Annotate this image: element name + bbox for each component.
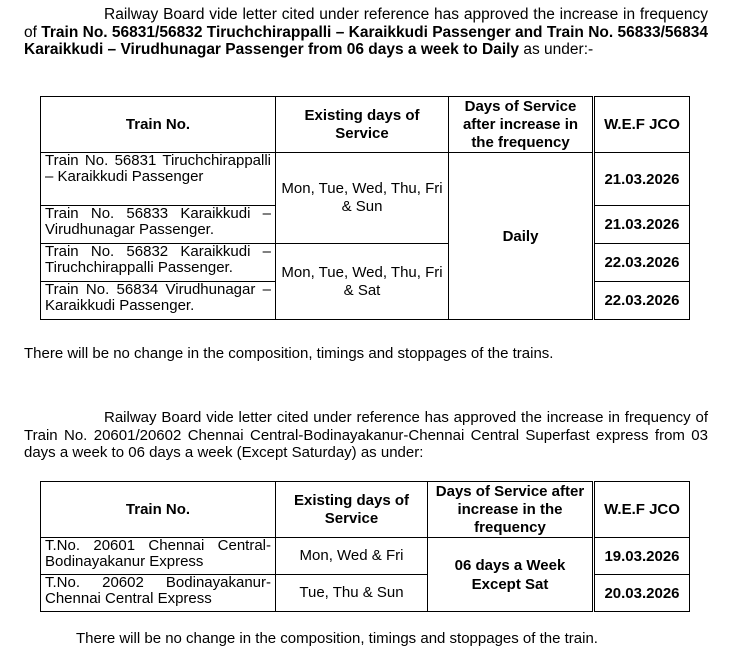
train-cell: Train No. 56831 Tiruchchirappalli – Karaikkudi Passenger: [41, 153, 276, 206]
existing-days-cell: Tue, Thu & Sun: [276, 575, 428, 612]
section1-intro-plain: Railway Board vide letter cited under reference has approved the increase in frequency of: [24, 6, 708, 41]
section2-intro-text: Railway Board vide letter cited under reference has approved the increase in frequency of Train No. 20601/20602 Chennai Central-Bodinayakanur-Chennai Central Superfast express from 03 days a week to 06 days a week (Except Saturday) as under:: [24, 409, 708, 461]
days-after-cell: 06 days a Week Except Sat: [428, 538, 594, 612]
header-wef: W.E.F JCO: [594, 482, 690, 538]
header-train-no: Train No.: [41, 482, 276, 538]
section2-intro: [24, 409, 708, 462]
header-existing-days: Existing days of Service: [276, 97, 449, 153]
section1-header-row: [41, 97, 690, 153]
header-days-after: Days of Service after increase in the frequency: [428, 482, 594, 538]
train-cell: Train No. 56834 Virudhunagar – Karaikkudi Passenger.: [41, 282, 276, 320]
wef-cell: 22.03.2026: [594, 244, 690, 282]
existing-days-cell: Mon, Tue, Wed, Thu, Fri & Sun: [276, 153, 449, 244]
section1-table: [40, 96, 690, 320]
section2-table: [40, 481, 690, 612]
section1-note: There will be no change in the composition, timings and stoppages of the trains.: [24, 345, 554, 362]
header-days-after: Days of Service after increase in the frequency: [449, 97, 594, 153]
train-cell: Train No. 56833 Karaikkudi – Virudhunagar Passenger.: [41, 206, 276, 244]
wef-cell: 21.03.2026: [594, 153, 690, 206]
table-row: [41, 153, 690, 206]
wef-cell: 21.03.2026: [594, 206, 690, 244]
train-cell: T.No. 20602 Bodinayakanur-Chennai Central Express: [41, 575, 276, 612]
wef-cell: 20.03.2026: [594, 575, 690, 612]
train-cell: T.No. 20601 Chennai Central-Bodinayakanur Express: [41, 538, 276, 575]
section1-intro-bold: Train No. 56831/56832 Tiruchchirappalli – Karaikkudi Passenger and Train No. 56833/56834 Karaikkudi – Virudhunagar Passenger from 06 days a week to Daily: [24, 23, 709, 58]
wef-cell: 22.03.2026: [594, 282, 690, 320]
header-wef: W.E.F JCO: [594, 97, 690, 153]
wef-cell: 19.03.2026: [594, 538, 690, 575]
header-existing-days: Existing days of Service: [276, 482, 428, 538]
existing-days-cell: Mon, Tue, Wed, Thu, Fri & Sat: [276, 244, 449, 320]
section1-intro-tail: as under:-: [519, 41, 594, 58]
section2-note: There will be no change in the composition, timings and stoppages of the train.: [76, 630, 598, 647]
section2-header-row: [41, 482, 690, 538]
train-cell: Train No. 56832 Karaikkudi – Tiruchchirappalli Passenger.: [41, 244, 276, 282]
existing-days-cell: Mon, Wed & Fri: [276, 538, 428, 575]
days-after-cell: Daily: [449, 153, 594, 320]
section1-intro: [24, 6, 708, 59]
table-row: [41, 538, 690, 575]
header-train-no: Train No.: [41, 97, 276, 153]
